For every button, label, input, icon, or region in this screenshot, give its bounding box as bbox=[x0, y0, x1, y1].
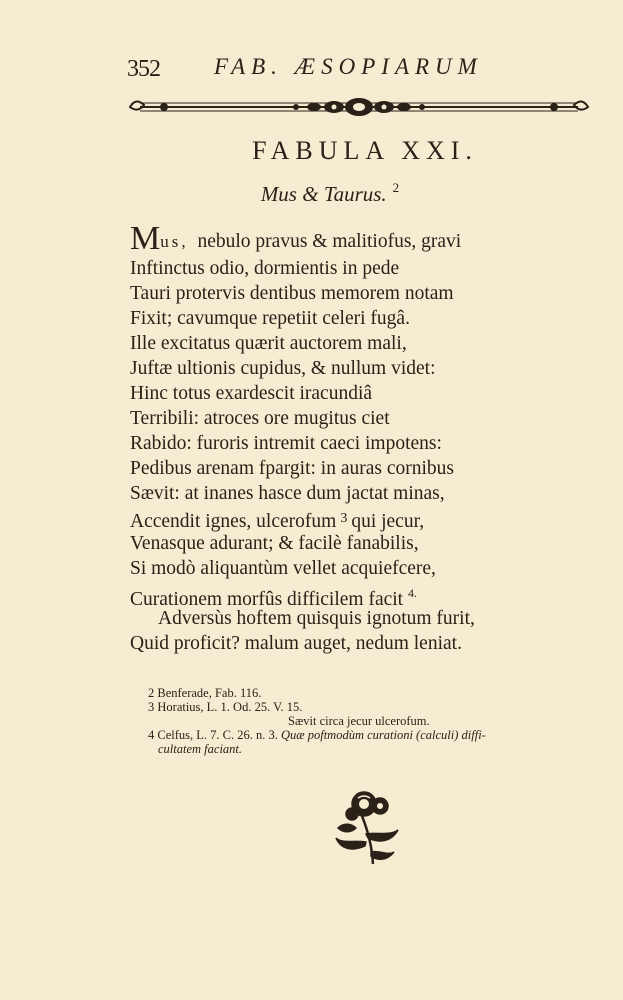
verse-line: Fixit; cavumque repetiit celeri fugâ. bbox=[130, 308, 410, 329]
verse-line: Terribili: atroces ore mugitus ciet bbox=[130, 408, 390, 429]
verse-line bbox=[130, 581, 520, 610]
verse-line: Adversùs hoftem quisquis ignotum furit, bbox=[158, 608, 475, 629]
footnote-3-quote: Sævit circa jecur ulcerofum. bbox=[288, 714, 430, 728]
footnotes bbox=[148, 686, 618, 756]
verse-line: Ille excitatus quærit auctorem mali, bbox=[130, 333, 407, 354]
verse-line: Inftinctus odio, dormientis in pede bbox=[130, 258, 400, 279]
fable-title: FABULA XXI. bbox=[252, 136, 478, 165]
verse-line-text: Curationem morfûs difficilem facit bbox=[130, 589, 404, 610]
footnote-4 bbox=[148, 728, 618, 742]
running-title: FAB. ÆSOPIARUM bbox=[214, 54, 483, 79]
first-word-rest: us, bbox=[160, 232, 189, 251]
footnote-ref-4: 4. bbox=[407, 586, 417, 600]
running-head bbox=[127, 52, 523, 82]
page-number: 352 bbox=[127, 56, 160, 82]
verse-line-text: Accendit ignes, ulcerofum bbox=[130, 511, 337, 532]
verse-line bbox=[130, 506, 520, 531]
verse-line-text: nebulo pravus & malitiofus, gravi bbox=[197, 231, 462, 252]
verse-line-text: qui jecur, bbox=[351, 511, 425, 532]
footnote-4-continued: cultatem faciant. bbox=[158, 742, 243, 756]
footnote-4-quote: Quæ poftmodùm curationi (calculi) diffi- bbox=[280, 728, 486, 742]
verse-line: Rabido: furoris intremit caeci impotens: bbox=[130, 433, 442, 454]
verse-line: Hinc totus exardescit iracundiâ bbox=[130, 383, 373, 404]
footnote-ref-3: 3 bbox=[340, 511, 348, 526]
footnote-2: 2 Benferade, Fab. 116. bbox=[148, 686, 262, 700]
flower-tailpiece-icon bbox=[328, 786, 418, 866]
verse-block bbox=[130, 220, 520, 656]
verse-line: Juftæ ultionis cupidus, & nullum videt: bbox=[130, 358, 436, 379]
verse-line: Si modò aliquantùm vellet acquiefcere, bbox=[130, 558, 436, 579]
verse-line: Venasque adurant; & facilè fanabilis, bbox=[130, 533, 419, 554]
fable-subtitle bbox=[160, 180, 500, 207]
footnote-3: 3 Horatius, L. 1. Od. 25. V. 15. bbox=[148, 700, 303, 714]
verse-line: Tauri protervis dentibus memorem notam bbox=[130, 283, 454, 304]
verse-line-1 bbox=[130, 220, 520, 257]
footnote-4-source: 4 Celfus, L. 7. C. 26. n. 3. bbox=[148, 728, 278, 742]
verse-line: Pedibus arenam fpargit: in auras cornibus bbox=[130, 458, 455, 479]
verse-line: Quid proficit? malum auget, nedum leniat. bbox=[130, 633, 462, 654]
subtitle-note-ref: 2 bbox=[392, 180, 400, 195]
floral-rule-ornament-icon bbox=[128, 92, 590, 122]
verse-line: Sævit: at inanes hasce dum jactat minas, bbox=[130, 483, 445, 504]
drop-cap: M bbox=[130, 220, 161, 257]
fable-subtitle-text: Mus & Taurus. bbox=[260, 182, 387, 206]
